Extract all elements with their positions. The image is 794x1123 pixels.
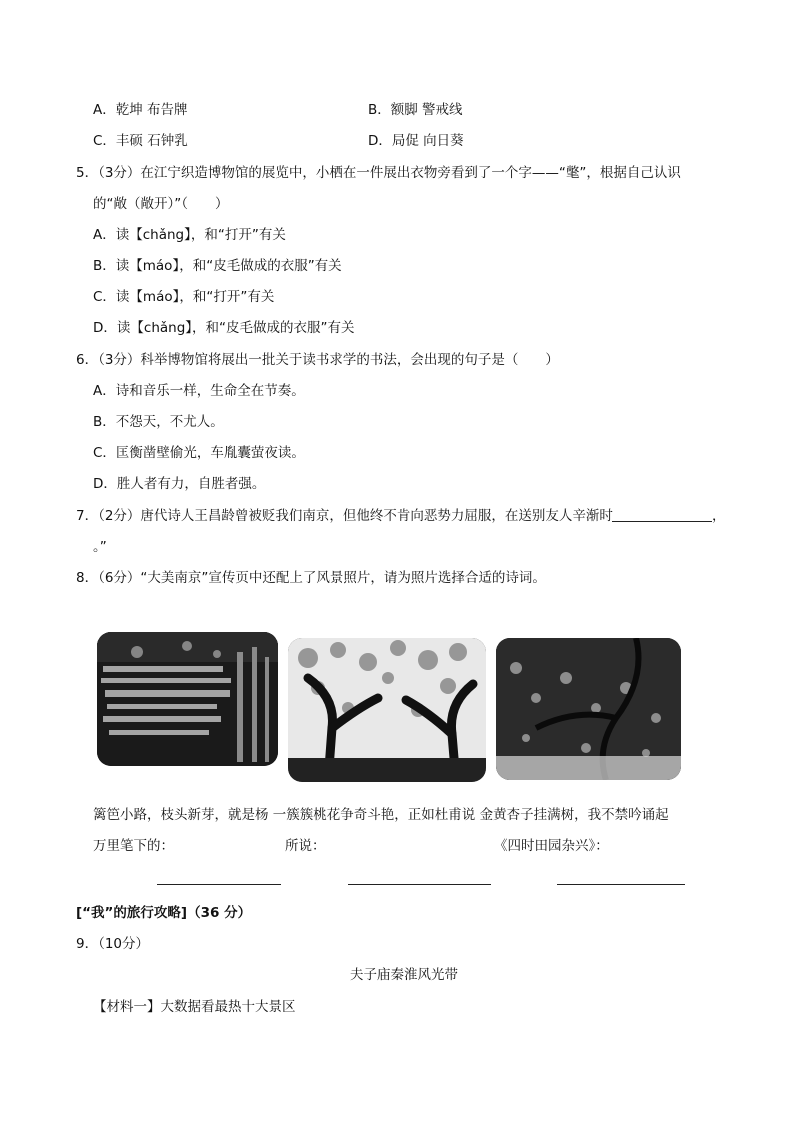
q6-option-d: D．胜人者有力，自胜者强。 — [93, 476, 266, 492]
q5-option-a: A．读【chǎng】，和“打开”有关 — [93, 227, 286, 243]
q4-option-d: D．局促 向日葵 — [368, 133, 464, 149]
q4-option-a: A．乾坤 布告牌 — [93, 102, 188, 118]
q8-caption-line1: 篱笆小路，枝头新芽，就是杨 一簇簇桃花争奇斗艳，正如杜甫说 金黄杏子挂满树，我不禁吟诵起 — [93, 807, 669, 823]
q7-answer-blank[interactable] — [612, 521, 712, 522]
q4-option-b: B．额脚 警戒线 — [368, 102, 463, 118]
q7-line1-end: ， — [712, 508, 726, 524]
q6-option-a: A．诗和音乐一样，生命全在节奏。 — [93, 383, 305, 399]
q8-answer-line-2[interactable] — [348, 884, 491, 885]
fence-path-photo — [97, 632, 278, 766]
q5-option-b: B．读【máo】，和“皮毛做成的衣服”有关 — [93, 258, 342, 274]
q9-material1: 【材料一】大数据看最热十大景区 — [93, 999, 296, 1015]
q8-caption-2c: 《四时田园杂兴》： — [494, 838, 609, 854]
q8-caption-2a: 万里笔下的： — [93, 838, 174, 854]
q4-option-c: C．丰硕 石钟乳 — [93, 133, 188, 149]
q5-stem-line2: 的“敞（敞开）”（ ） — [93, 196, 229, 212]
peach-blossom-photo — [288, 638, 486, 782]
q6-option-b: B．不怨天，不尤人。 — [93, 414, 224, 430]
q5-stem-line1: 5．（3分）在江宁织造博物馆的展览中，小栖在一件展出衣物旁看到了一个字——“氅”，根据自己认识 — [76, 165, 681, 181]
q8-answer-line-1[interactable] — [157, 884, 281, 885]
q9-stem: 9．（10分） — [76, 936, 150, 952]
q6-option-c: C．匡衡凿壁偷光，车胤囊萤夜读。 — [93, 445, 305, 461]
q8-answer-line-3[interactable] — [557, 884, 685, 885]
q7-line1: 7．（2分）唐代诗人王昌龄曾被贬我们南京，但他终不肯向恶势力屈服，在送别友人辛渐时 — [76, 508, 613, 524]
section-title: [“我”的旅行攻略]（36 分） — [76, 905, 252, 921]
apricot-tree-photo — [496, 638, 681, 780]
q9-center-title: 夫子庙秦淮风光带 — [350, 967, 458, 983]
q8-caption-2b: 所说： — [285, 838, 326, 854]
q8-stem: 8．（6分）“大美南京”宣传页中还配上了风景照片，请为照片选择合适的诗词。 — [76, 570, 546, 586]
q6-stem: 6．（3分）科举博物馆将展出一批关于读书求学的书法，会出现的句子是（ ） — [76, 352, 559, 368]
q5-option-d: D．读【chǎng】，和“皮毛做成的衣服”有关 — [93, 320, 355, 336]
q5-option-c: C．读【máo】，和“打开”有关 — [93, 289, 275, 305]
q7-line2: 。” — [93, 539, 107, 555]
